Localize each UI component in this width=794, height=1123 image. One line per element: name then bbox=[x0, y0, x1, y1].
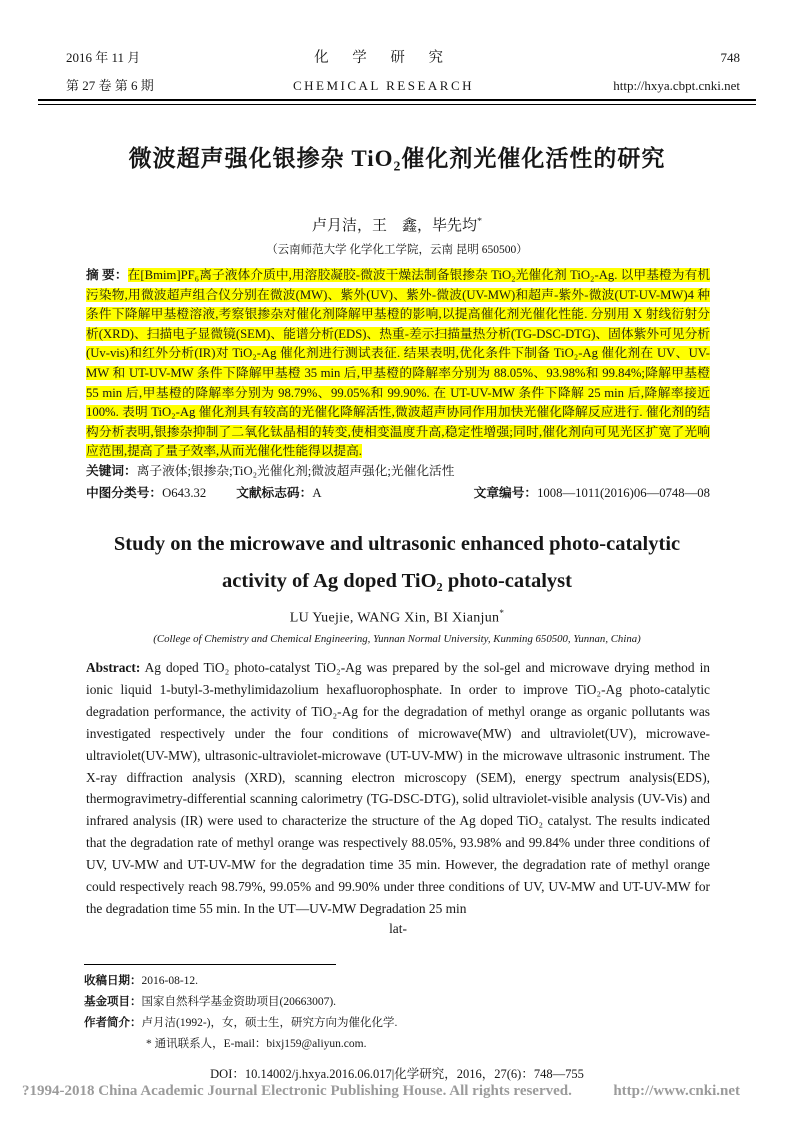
header-center bbox=[293, 44, 474, 100]
fund-project-label: 基金项目： bbox=[84, 996, 142, 1008]
journal-title-en: CHEMICAL RESEARCH bbox=[292, 78, 475, 93]
footnote-corresponding-author bbox=[84, 1034, 710, 1055]
abstract-cn bbox=[86, 266, 710, 462]
abstract-en bbox=[86, 657, 710, 920]
header-left bbox=[66, 44, 154, 100]
affiliation-cn: （云南师范大学 化学化工学院，云南 昆明 650500） bbox=[266, 244, 528, 256]
footnote-separator bbox=[84, 964, 336, 965]
document-code bbox=[236, 484, 321, 504]
article-id-value: 1008—1011(2016)06—0748—08 bbox=[537, 485, 710, 500]
paper-title-en-line1: Study on the microwave and ultrasonic enhanced photo-catalytic bbox=[113, 533, 681, 555]
corresponding-author-mark-en: * bbox=[499, 608, 505, 618]
paper-title-cn: 微波超声强化银掺杂 TiO₂催化剂光催化活性的研究 bbox=[128, 146, 666, 171]
doc-code-value: A bbox=[312, 485, 322, 500]
paper-title-en bbox=[40, 526, 754, 600]
copyright-watermark bbox=[22, 1083, 740, 1100]
paper-title-en-line2: activity of Ag doped TiO₂ photo-catalyst bbox=[222, 570, 572, 592]
abstract-en-text: Ag doped TiO₂ photo-catalyst TiO₂-Ag was prepared by the sol-gel and microwave drying method in ionic liquid 1-butyl-3-methylimidazolium hexafluorophosphate. In order to improve TiO₂-Ag photo-catalytic degradation performance, the activity of TiO₂-Ag for the degradation of methyl orange as organic pollutants was investigated respectively under the four conditions of microwave(MW) and ultraviolet(UV), microwave-ultraviolet(UV-MW), ultrasonic-ultraviolet-microwave (UT-UV-MW) in the microwave ultrasonic instrument. The X-ray diffraction analysis (XRD), scanning electron microscopy (SEM), energy spectrum analysis(EDS), thermogravimetry-differential scanning calorimetry (TG-DSC-DTG), solid ultraviolet-visible analysis (UV-Vis) and infrared analysis (IR) were used to characterize the structure of the Ag doped TiO₂ catalyst. The results indicated that the degradation rate of methyl orange was respectively 88.05%, 93.98% and 99.84% under three conditions of UV, UV-MW and UT-UV-MW for the degradation time 35 min. However, the degradation rate of methyl orange could respectively reach 98.79%, 99.05% and 99.90% under three conditions of UV, UV-MW and UT-UV-MW for the degradation time 55 min. In the UT—UV-MW Degradation 25 min bbox=[86, 660, 710, 916]
abstract-en-continuation: lat- bbox=[389, 920, 407, 936]
authors-en bbox=[40, 608, 754, 627]
doc-code-label: 文献标志码： bbox=[236, 485, 313, 500]
abstract-cn-text: 在[Bmim]PF₆离子液体介质中,用溶胶凝胶-微波干燥法制备银掺杂 TiO₂光催化剂 TiO₂-Ag. 以甲基橙为有机污染物,用微波超声组合仪分别在微波(MW)、紫外(UV)、紫外-微波(UV-MW)和超声-紫外-微波(UT-UV-MW)4 种条件下降解甲基橙溶液,考察银掺杂对催化剂降解甲基橙的影响,以提高催化剂光催化性能. 分别用 X 射线衍射分析(XRD)、扫描电子显微镜(SEM)、能谱分析(EDS)、热重-差示扫描量热分析(TG-DSC-DTG)、固体紫外可见分析(Uv-vis)和红外分析(IR)对 TiO₂-Ag 催化剂进行测试表征. 结果表明,优化条件下制备 TiO₂-Ag 催化剂在 UV、UV-MW 和 UT-UV-MW 条件下降解甲基橙 35 min 后,甲基橙的降解率分别为 88.05%、93.98%和 99.84%;降解甲基橙 55 min 后,甲基橙的降解率分别为 98.79%、99.05%和 99.90%. 在 UT-UV-MW 条件下降解 25 min 后,降解率接近 100%. 表明 TiO₂-Ag 催化剂具有较高的光催化降解活性,微波超声协同作用加快光催化降解反应进行. 催化剂的结构分析表明,银掺杂抑制了二氧化钛晶相的转变,使相变温度升高,稳定性增强;同时,催化剂向可见光区扩宽了光响应范围,提高了量子效率,从而光催化性能得以提高. bbox=[86, 268, 711, 459]
fund-project-value: 国家自然科学基金资助项目(20663007). bbox=[141, 996, 337, 1008]
received-date-label: 收稿日期： bbox=[84, 975, 142, 987]
journal-volume-issue: 第 27 卷 第 6 期 bbox=[66, 78, 154, 93]
footnote-fund-project bbox=[84, 992, 710, 1013]
corresponding-author-mark: * bbox=[477, 216, 482, 227]
author-bio-value: 卢月洁(1992-)，女，硕士生，研究方向为催化化学. bbox=[141, 1017, 398, 1029]
footnote-block bbox=[84, 964, 710, 1055]
clc-number bbox=[86, 484, 206, 504]
doi-line: DOI：10.14002/j.hxya.2016.06.017|化学研究，2016，27(6)：748—755 bbox=[210, 1067, 584, 1081]
authors-cn bbox=[40, 214, 754, 235]
author-bio-label: 作者简介： bbox=[84, 1017, 142, 1029]
header-right bbox=[613, 44, 740, 100]
keywords-line bbox=[86, 462, 710, 482]
authors-cn-names: 卢月洁，王 鑫，毕先均 bbox=[312, 218, 478, 234]
article-id bbox=[474, 484, 710, 504]
corresponding-author-value: * 通讯联系人，E-mail：bixj159@aliyun.com. bbox=[146, 1038, 367, 1050]
footnote-author-bio bbox=[84, 1013, 710, 1034]
copyright-url: http://www.cnki.net bbox=[613, 1083, 740, 1099]
page-number: 748 bbox=[720, 50, 740, 65]
affiliation-en: (College of Chemistry and Chemical Engineering, Yunnan Normal University, Kunming 650500, Yunnan, China) bbox=[153, 633, 641, 645]
keywords-label: 关键词： bbox=[86, 463, 137, 478]
clc-value: O643.32 bbox=[162, 485, 207, 500]
copyright-text: ?1994-2018 China Academic Journal Electronic Publishing House. All rights reserved. bbox=[22, 1083, 572, 1099]
authors-en-names: LU Yuejie, WANG Xin, BI Xianjun bbox=[289, 610, 500, 626]
journal-date: 2016 年 11 月 bbox=[66, 50, 141, 65]
abstract-cn-label: 摘 要： bbox=[86, 268, 128, 282]
journal-url: http://hxya.cbpt.cnki.net bbox=[613, 78, 740, 93]
keywords-text: 离子液体;银掺杂;TiO₂光催化剂;微波超声强化;光催化活性 bbox=[136, 463, 455, 478]
article-id-label: 文章编号： bbox=[473, 485, 538, 500]
footnote-received-date bbox=[84, 971, 710, 992]
abstract-en-label: Abstract: bbox=[86, 660, 141, 675]
classification-line bbox=[86, 484, 710, 504]
journal-header bbox=[66, 44, 740, 100]
header-double-rule bbox=[38, 99, 756, 105]
abstract-en-block bbox=[86, 657, 710, 938]
abstract-cn-block bbox=[86, 266, 710, 503]
clc-label: 中图分类号： bbox=[86, 485, 163, 500]
received-date-value: 2016-08-12. bbox=[141, 975, 199, 987]
journal-title-cn: 化 学 研 究 bbox=[314, 50, 453, 66]
